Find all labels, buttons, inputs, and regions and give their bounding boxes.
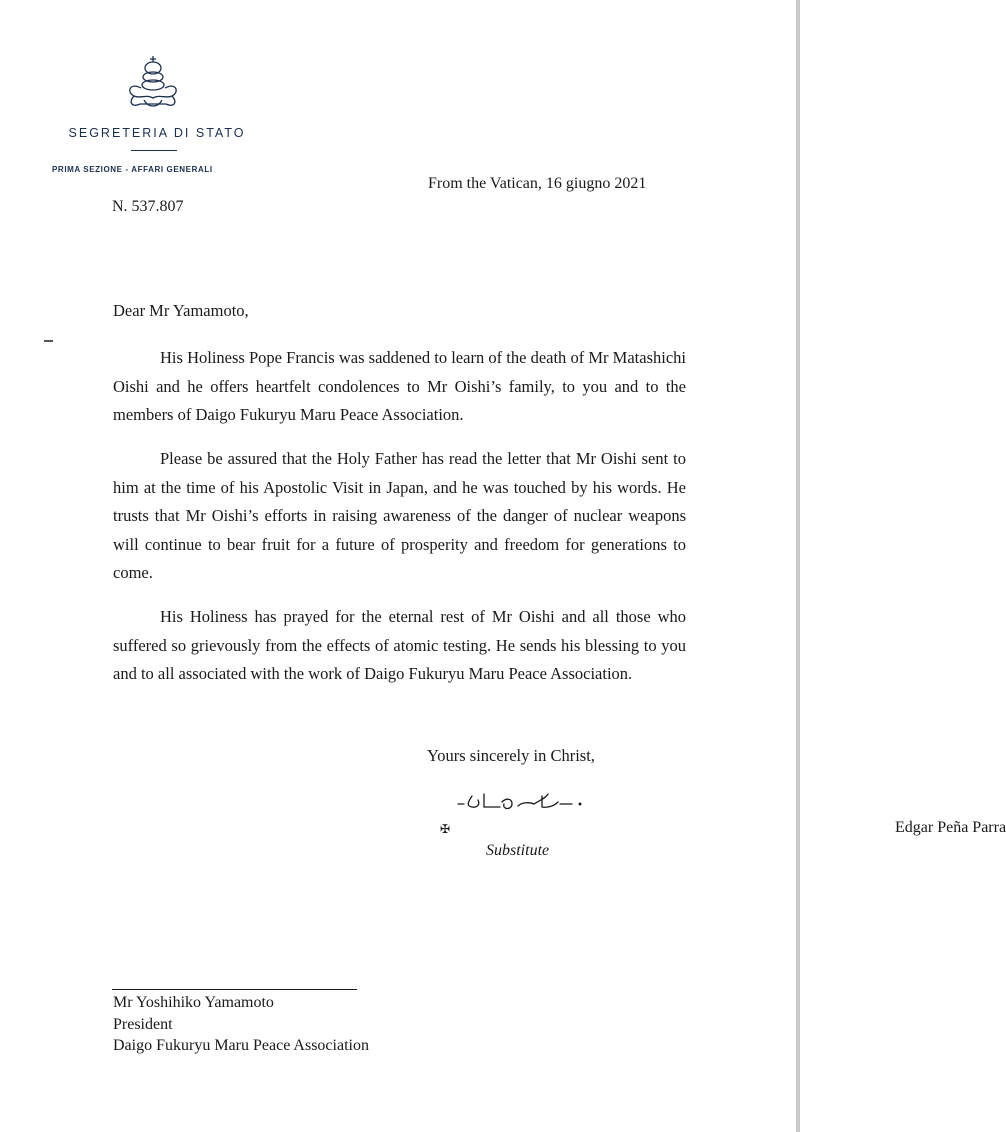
- salutation: Dear Mr Yamamoto,: [113, 301, 249, 320]
- addressee-block: [113, 992, 369, 1057]
- addressee-divider: [112, 989, 357, 990]
- cross-icon: ✠: [440, 822, 451, 836]
- paragraph-text: His Holiness has prayed for the eternal rest of Mr Oishi and all those who suffered so grievously from the effects of atomic testing. He sends his blessing to you and to all associated with the work of Daigo Fukuryu Maru Peace Association.: [113, 607, 686, 683]
- page-edge: [796, 0, 800, 1132]
- place-date: From the Vatican, 16 giugno 2021: [428, 175, 647, 192]
- addressee-name: Mr Yoshihiko Yamamoto: [113, 994, 274, 1011]
- office-title: SEGRETERIA DI STATO: [68, 126, 246, 140]
- papal-crest-icon: [120, 52, 186, 112]
- signer-role: Substitute: [486, 842, 550, 859]
- reference-number: N. 537.807: [112, 198, 184, 215]
- paragraph-text: His Holiness Pope Francis was saddened to learn of the death of Mr Matashichi Oishi and he offers heartfelt condolences to Mr Oishi’s family, to you and to the members of Daigo Fukuryu Maru Peace Association.: [113, 348, 686, 424]
- signer-name: Edgar Peña Parra: [895, 819, 1006, 836]
- paragraph-prayer: [113, 603, 686, 689]
- closing: Yours sincerely in Christ,: [427, 746, 595, 765]
- margin-mark: [44, 340, 53, 342]
- paragraph-text: Please be assured that the Holy Father has read the letter that Mr Oishi sent to him at the time of his Apostolic Visit in Japan, and he was touched by his words. He trusts that Mr Oishi’s efforts in raising awareness of the danger of nuclear weapons will continue to bear fruit for a future of prosperity and freedom for generations to come.: [113, 449, 686, 582]
- addressee-title: President: [113, 1015, 173, 1033]
- paragraph-letter-received: [113, 445, 686, 588]
- office-divider: [131, 150, 177, 151]
- addressee-organization: Daigo Fukuryu Maru Peace Association: [113, 1037, 369, 1054]
- paragraph-condolences: [113, 344, 686, 430]
- handwritten-signature: [450, 790, 610, 814]
- section-title: PRIMA SEZIONE - AFFARI GENERALI: [52, 165, 213, 174]
